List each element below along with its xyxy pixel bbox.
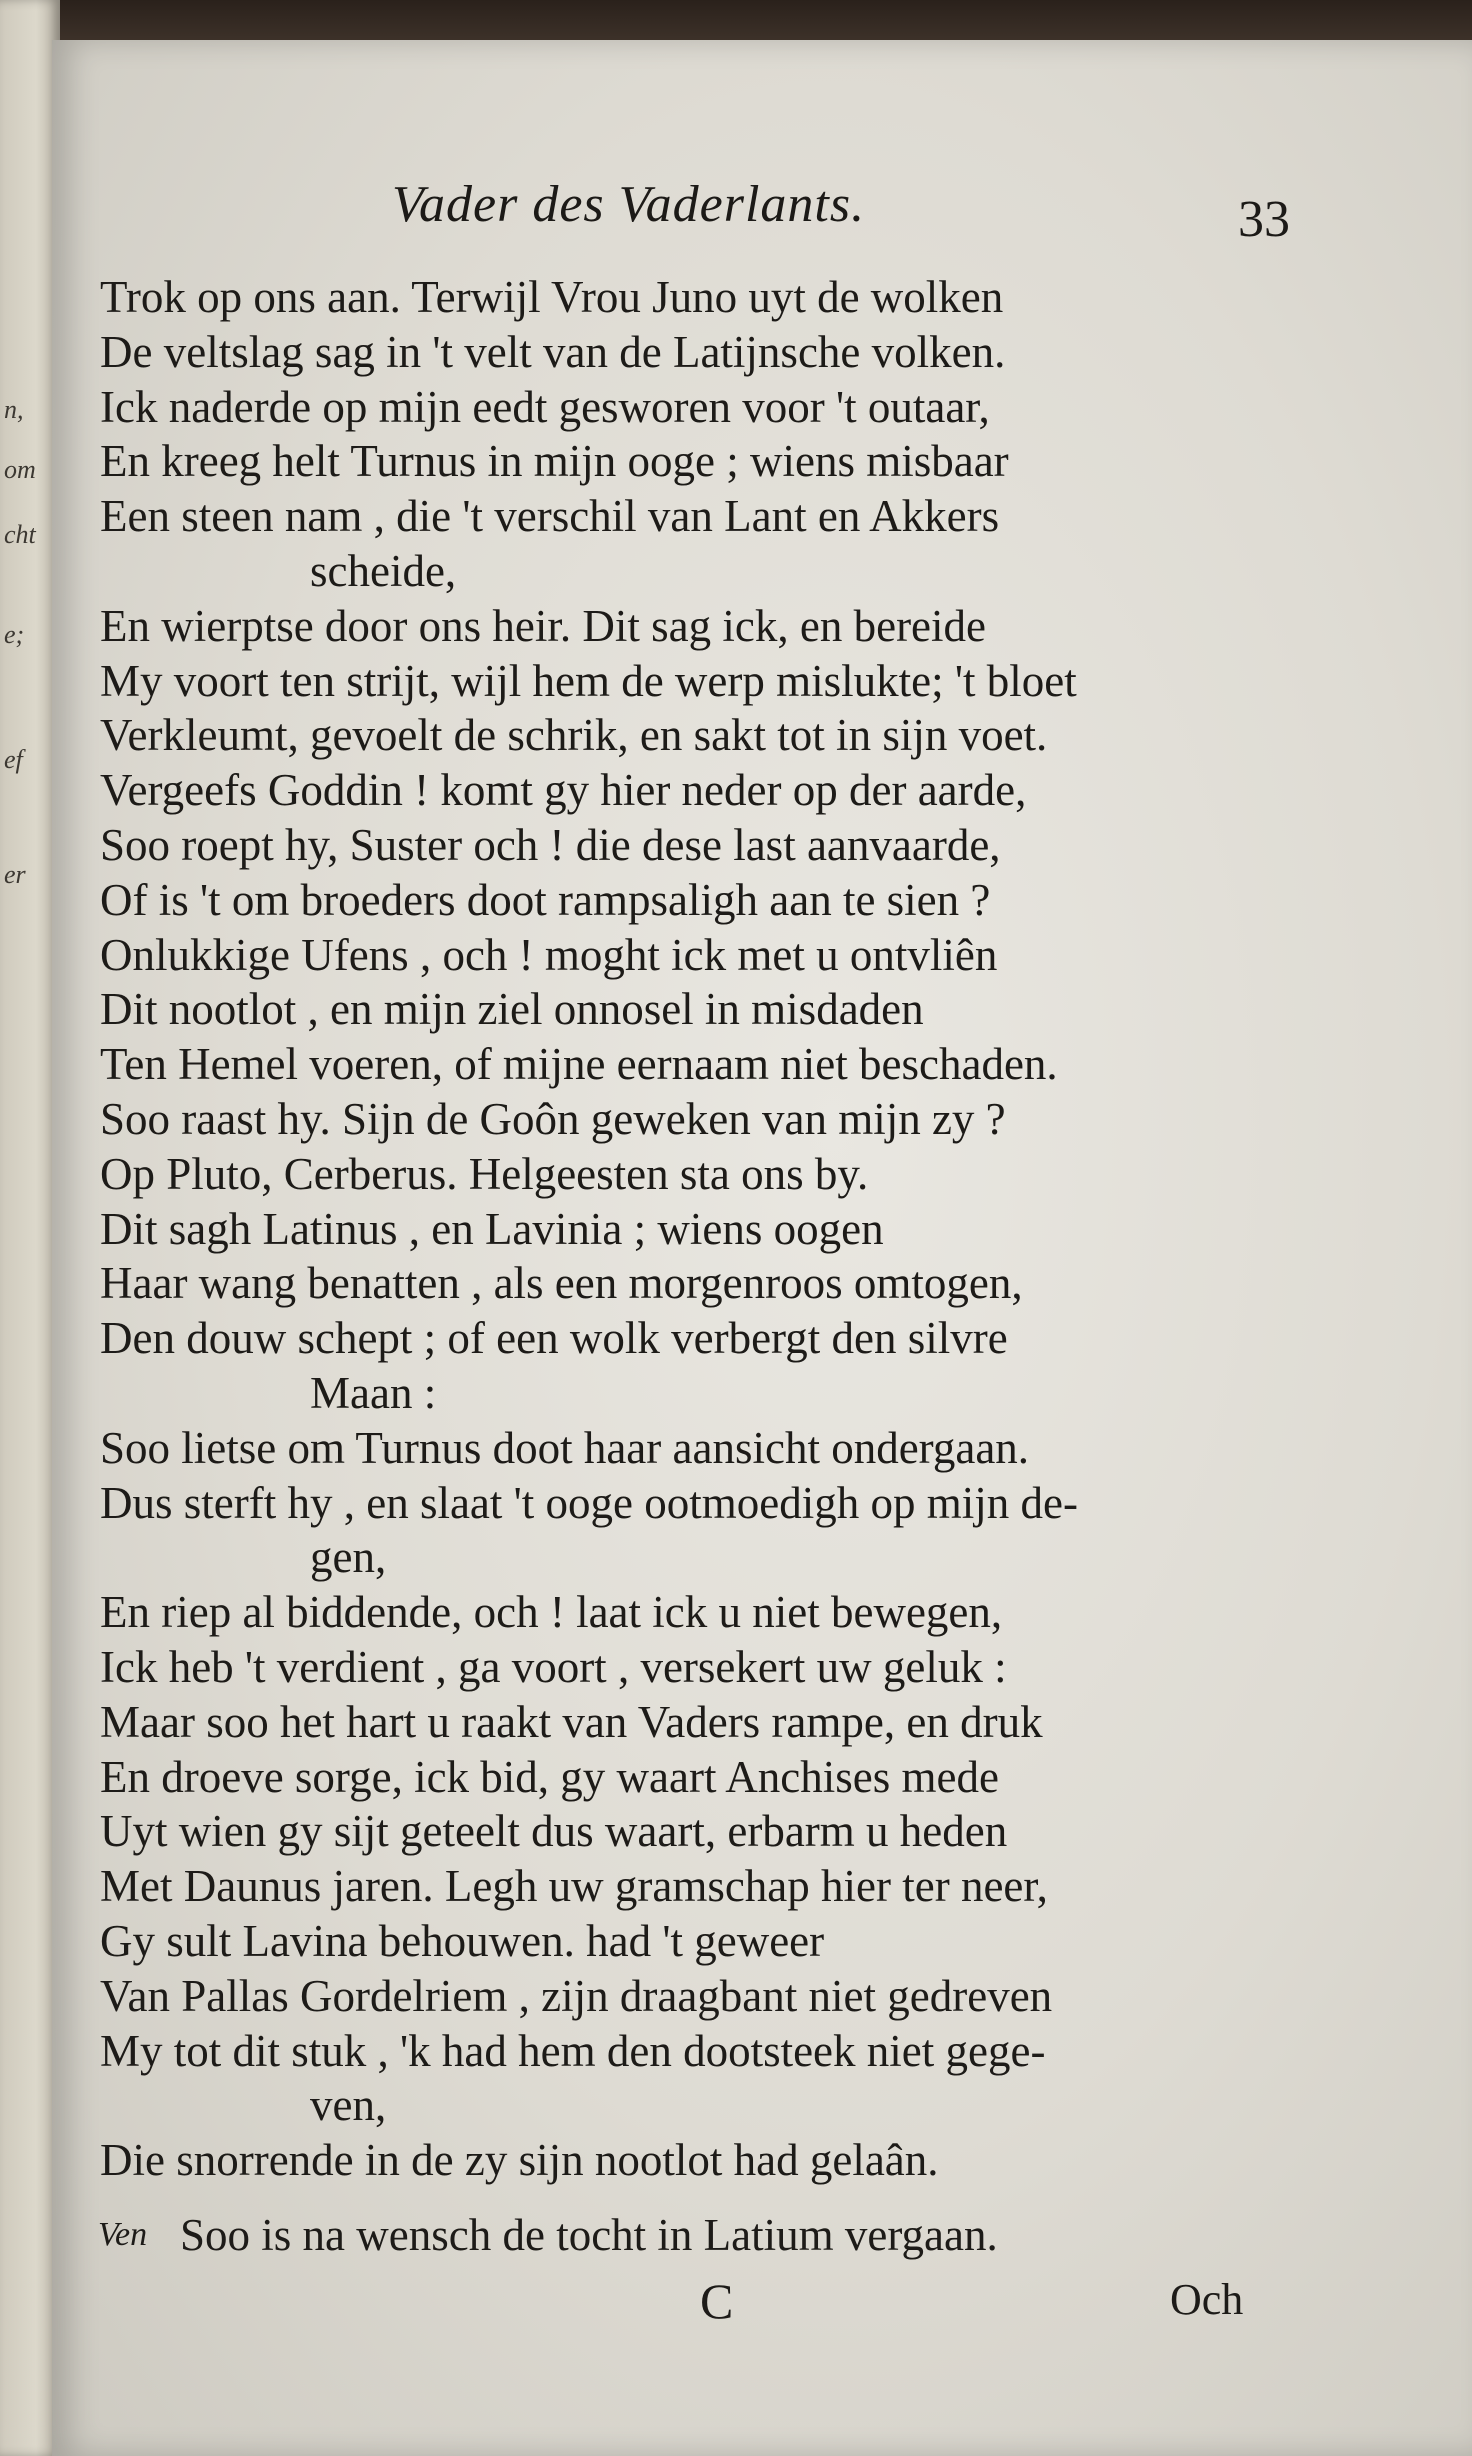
- verse-line: Soo lietse om Turnus doot haar aansicht ondergaan.: [100, 1422, 1030, 1473]
- verse-block: [100, 270, 1350, 2188]
- verse-line: Van Pallas Gordelriem , zijn draagbant niet gedreven: [100, 1970, 1053, 2021]
- facing-page-edge: [0, 0, 60, 2456]
- signature-mark: C: [700, 2273, 734, 2329]
- verse-line: Maar soo het hart u raakt van Vaders rampe, en druk: [100, 1696, 1043, 1747]
- page-number: 33: [1238, 191, 1290, 248]
- catchword: Och: [1170, 2275, 1244, 2324]
- verse-line: De veltslag sag in 't velt van de Latijnsche volken.: [100, 326, 1006, 377]
- verse-line: Die snorrende in de zy sijn nootlot had gelaân.: [100, 2135, 939, 2186]
- facing-page-fragment: om: [4, 455, 36, 484]
- verse-line: Gy sult Lavina behouwen. had 't geweer: [100, 1915, 825, 1966]
- verse-line: En riep al biddende, och ! laat ick u niet bewegen,: [100, 1587, 1003, 1638]
- facing-page-fragment: n,: [4, 395, 24, 424]
- verse-line: Den douw schept ; of een wolk verbergt den silvre: [100, 1313, 1008, 1364]
- verse-line: En wierptse door ons heir. Dit sag ick, en bereide: [100, 600, 987, 651]
- verse-line: En kreeg helt Turnus in mijn ooge ; wiens misbaar: [100, 436, 1009, 487]
- facing-page-fragment: cht: [4, 520, 36, 549]
- verse-turnover-line: scheide,: [310, 545, 457, 596]
- verse-turnover-line: gen,: [310, 1532, 387, 1583]
- verse-line: Onlukkige Ufens , och ! moght ick met u ontvliên: [100, 929, 998, 980]
- verse-line: Uyt wien gy sijt geteelt dus waart, erbarm u heden: [100, 1806, 1008, 1857]
- verse-line: Ten Hemel voeren, of mijne eernaam niet beschaden.: [100, 1039, 1058, 1090]
- verse-line: Soo roept hy, Suster och ! die dese last aanvaarde,: [100, 819, 1001, 870]
- verse-line: Of is 't om broeders doot rampsaligh aan te sien ?: [100, 874, 991, 925]
- verse-line: Trok op ons aan. Terwijl Vrou Juno uyt de wolken: [100, 272, 1004, 322]
- verse-line: Een steen nam , die 't verschil van Lant en Akkers: [100, 491, 1000, 542]
- verse-line: My voort ten strijt, wijl hem de werp mislukte; 't bloet: [100, 655, 1077, 706]
- speaker-marginal-note: Ven: [98, 2216, 148, 2253]
- verse-last-line: Soo is na wensch de tocht in Latium vergaan.: [180, 2210, 998, 2260]
- verse-line: Met Daunus jaren. Legh uw gramschap hier ter neer,: [100, 1861, 1048, 1912]
- verse-line: My tot dit stuk , 'k had hem den dootsteek niet gege-: [100, 2025, 1046, 2076]
- verse-line: Ick naderde op mijn eedt gesworen voor 't outaar,: [100, 381, 990, 432]
- verse-line: Soo raast hy. Sijn de Goôn geweken van mijn zy ?: [100, 1093, 1006, 1144]
- verse-line: En droeve sorge, ick bid, gy waart Anchises mede: [100, 1751, 999, 1802]
- facing-page-fragment: er: [4, 860, 26, 889]
- verse-line: Haar wang benatten , als een morgenroos omtogen,: [100, 1258, 1023, 1309]
- verse-turnover-line: ven,: [310, 2080, 387, 2131]
- running-title: Vader des Vaderlants.: [392, 176, 866, 233]
- verse-line: Dit nootlot , en mijn ziel onnosel in misdaden: [100, 984, 924, 1035]
- verse-line: Op Pluto, Cerberus. Helgeesten sta ons by.: [100, 1148, 869, 1199]
- verse-line: Dit sagh Latinus , en Lavinia ; wiens oogen: [100, 1203, 884, 1254]
- facing-page-fragment: ef: [4, 745, 23, 774]
- verse-line: Ick heb 't verdient , ga voort , versekert uw geluk :: [100, 1641, 1007, 1692]
- verse-turnover-line: Maan :: [310, 1367, 437, 1418]
- verse-line: Vergeefs Goddin ! komt gy hier neder op der aarde,: [100, 765, 1027, 816]
- verse-line: Verkleumt, gevoelt de schrik, en sakt tot in sijn voet.: [100, 710, 1048, 761]
- book-page: [52, 40, 1472, 2456]
- facing-page-fragment: e;: [4, 620, 25, 649]
- verse-line: Dus sterft hy , en slaat 't ooge ootmoedigh op mijn de-: [100, 1477, 1078, 1528]
